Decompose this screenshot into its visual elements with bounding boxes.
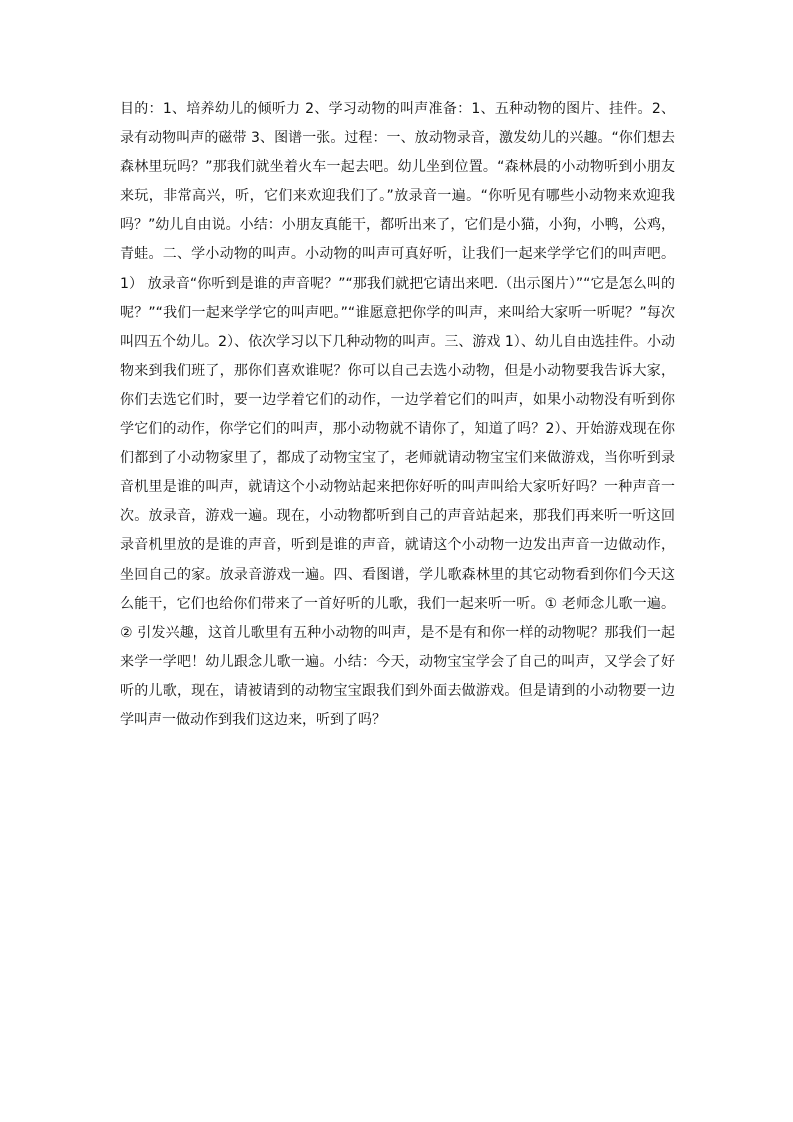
lesson-plan-paragraph: 目的：1、培养幼儿的倾听力 2、学习动物的叫声准备：1、五种动物的图片、挂件。2、录有动物叫声的磁带 3、图谱一张。过程：一、放动物录音，激发幼儿的兴趣。“你们想去森林里玩吗？”那我们就坐着火车一起去吧。幼儿坐到位置。“森林晨的小动物听到小朋友来玩，非常高兴，听，它们来欢迎我们了。”放录音一遍。“你听见有哪些小动物来欢迎我吗？”幼儿自由说。小结：小朋友真能干，都听出来了，它们是小猫，小狗，小鸭，公鸡，青蛙。二、学小动物的叫声。小动物的叫声可真好听，让我们一起来学学它们的叫声吧。1） 放录音“你听到是谁的声音呢？”“那我们就把它请出来吧.（出示图片）”“它是怎么叫的呢？”“我们一起来学学它的叫声吧。”“谁愿意把你学的叫声，来叫给大家听一听呢？”每次叫四五个幼儿。2）、依次学习以下几种动物的叫声。三、游戏 1）、幼儿自由选挂件。小动物来到我们班了，那你们喜欢谁呢？你可以自己去选小动物，但是小动物要我告诉大家，你们去选它们时，要一边学着它们的动作，一边学着它们的叫声，如果小动物没有听到你学它们的动作，你学它们的叫声，那小动物就不请你了，知道了吗？2）、开始游戏现在你们都到了小动物家里了，都成了动物宝宝了，老师就请动物宝宝们来做游戏，当你听到录音机里是谁的叫声，就请这个小动物站起来把你好听的叫声叫给大家听好吗？一种声音一次。放录音，游戏一遍。现在，小动物都听到自己的声音站起来，那我们再来听一听这回录音机里放的是谁的声音，听到是谁的声音，就请这个小动物一边发出声音一边做动作，坐回自己的家。放录音游戏一遍。四、看图谱，学儿歌森林里的其它动物看到你们今天这么能干，它们也给你们带来了一首好听的儿歌，我们一起来听一听。① 老师念儿歌一遍。② 引发兴趣，这首儿歌里有五种小动物的叫声，是不是有和你一样的动物呢？那我们一起来学一学吧！幼儿跟念儿歌一遍。小结：今天，动物宝宝学会了自己的叫声，又学会了好听的儿歌，现在，请被请到的动物宝宝跟我们到外面去做游戏。但是请到的小动物要一边学叫声一做动作到我们这边来，听到了吗？ [120,101,675,728]
